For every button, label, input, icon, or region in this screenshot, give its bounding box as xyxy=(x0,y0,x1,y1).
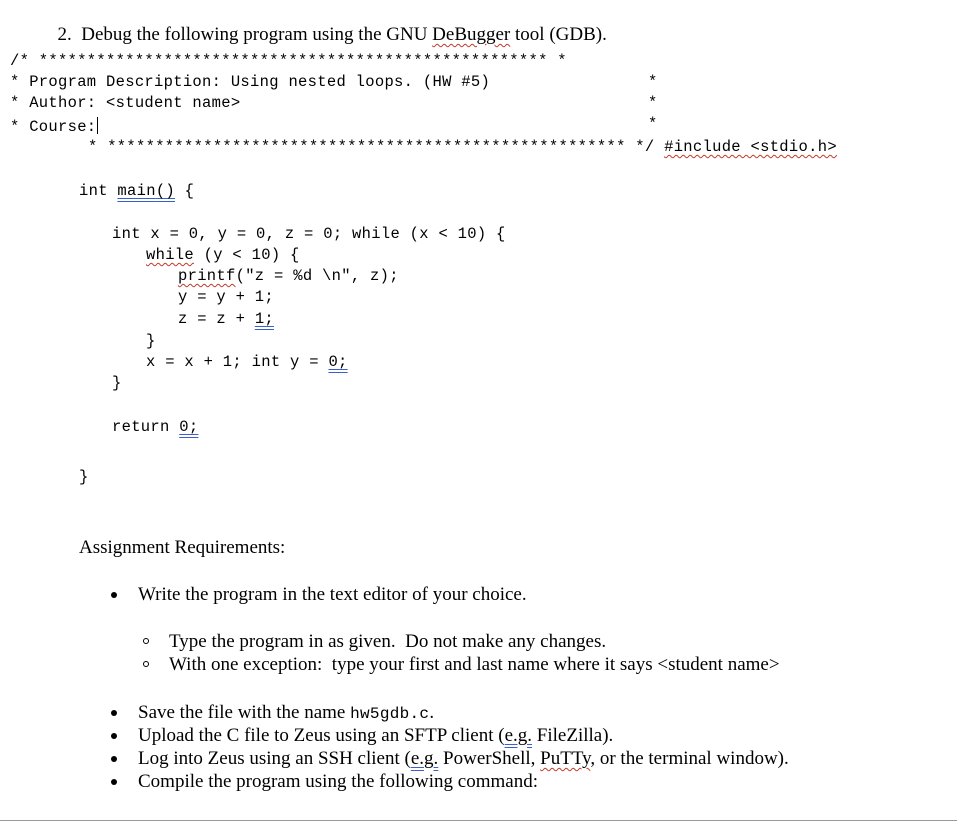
comment-author-line: * Author: <student name> xyxy=(10,94,241,112)
heading-tool-name: DeBugger xyxy=(432,24,511,45)
z-increment-text: z = z + xyxy=(178,310,255,328)
return-value: 0; xyxy=(179,418,199,436)
item2-text: Save the file with the name xyxy=(138,702,351,723)
item2-period: . xyxy=(429,702,435,723)
printf-args: ("z = %d \n", z); xyxy=(235,267,399,285)
item4-text: Log into Zeus using an SSH client ( xyxy=(138,748,411,769)
comment-description-line: * Program Description: Using nested loops. (HW #5) xyxy=(10,73,491,91)
requirement-item-5: Compile the program using the following command: xyxy=(138,771,538,792)
problem-heading xyxy=(48,6,607,44)
comment-bottom-text: * ****************************************************** */ xyxy=(88,138,665,156)
inner-while-line xyxy=(146,248,300,264)
bullet-icon xyxy=(111,733,117,739)
requirement-sub-item-1: Type the program in as given. Do not make any changes. xyxy=(169,631,607,652)
main-return-type: int xyxy=(79,182,118,200)
bullet-icon xyxy=(111,710,117,716)
item4-eg: e.g. xyxy=(410,748,439,769)
z-increment-value: 1; xyxy=(254,310,275,328)
comment-course-line xyxy=(10,117,98,136)
bottom-divider xyxy=(0,820,957,821)
item3-eg: e.g. xyxy=(504,725,533,746)
requirement-sub-item-2: With one exception: type your first and last name where it says <student name> xyxy=(169,654,780,675)
requirement-item-1: Write the program in the text editor of your choice. xyxy=(138,584,527,605)
printf-keyword: printf xyxy=(178,267,236,285)
x-increment-text: x = x + 1; int y = xyxy=(146,353,329,371)
comment-course-text: * Course: xyxy=(10,118,97,136)
requirement-item-3 xyxy=(138,726,613,745)
comment-course-end: * xyxy=(648,115,658,133)
x-increment-line xyxy=(146,355,348,371)
return-line xyxy=(112,420,198,436)
main-open-brace: { xyxy=(175,182,195,200)
main-close-brace: } xyxy=(79,468,89,486)
requirement-item-4 xyxy=(138,749,789,768)
bullet-icon xyxy=(111,592,117,598)
printf-line xyxy=(178,269,399,285)
item4-text-mid: PowerShell, xyxy=(438,748,541,769)
while-keyword: while xyxy=(146,246,195,264)
item3-text: Upload the C file to Zeus using an SFTP client ( xyxy=(138,725,505,746)
comment-author-end: * xyxy=(648,94,658,112)
declaration-line: int x = 0, y = 0, z = 0; while (x < 10) { xyxy=(112,225,506,243)
circle-bullet-icon xyxy=(143,661,149,667)
main-signature xyxy=(79,184,194,200)
heading-text-after: tool (GDB). xyxy=(510,24,607,45)
text-cursor xyxy=(97,117,98,134)
comment-bottom-line xyxy=(88,140,837,156)
main-parens: () xyxy=(155,182,176,200)
heading-text-before: Debug the following program using the GNU xyxy=(81,24,433,45)
item2-filename: hw5gdb.c xyxy=(350,705,430,723)
comment-description-end: * xyxy=(648,73,658,91)
y-reset-value: 0; xyxy=(328,353,348,371)
include-directive: #include <stdio.h> xyxy=(664,138,837,156)
bullet-icon xyxy=(111,756,117,762)
circle-bullet-icon xyxy=(143,638,149,644)
main-function-name: main xyxy=(117,182,156,200)
return-keyword: return xyxy=(112,418,180,436)
item3-text-end: FileZilla). xyxy=(532,725,614,746)
item4-putty: PuTTy xyxy=(540,748,591,769)
y-increment-line: y = y + 1; xyxy=(178,288,275,306)
requirement-item-2 xyxy=(138,703,434,722)
comment-top-line: /* ***************************************************** * xyxy=(10,52,567,70)
inner-close-brace: } xyxy=(146,332,156,350)
item4-text-end: , or the terminal window). xyxy=(590,748,789,769)
z-increment-line xyxy=(178,312,274,328)
bullet-icon xyxy=(111,779,117,785)
problem-number: 2. xyxy=(57,24,72,45)
while-condition: (y < 10) { xyxy=(194,246,300,264)
requirements-title: Assignment Requirements: xyxy=(79,537,286,558)
outer-close-brace: } xyxy=(112,374,122,392)
